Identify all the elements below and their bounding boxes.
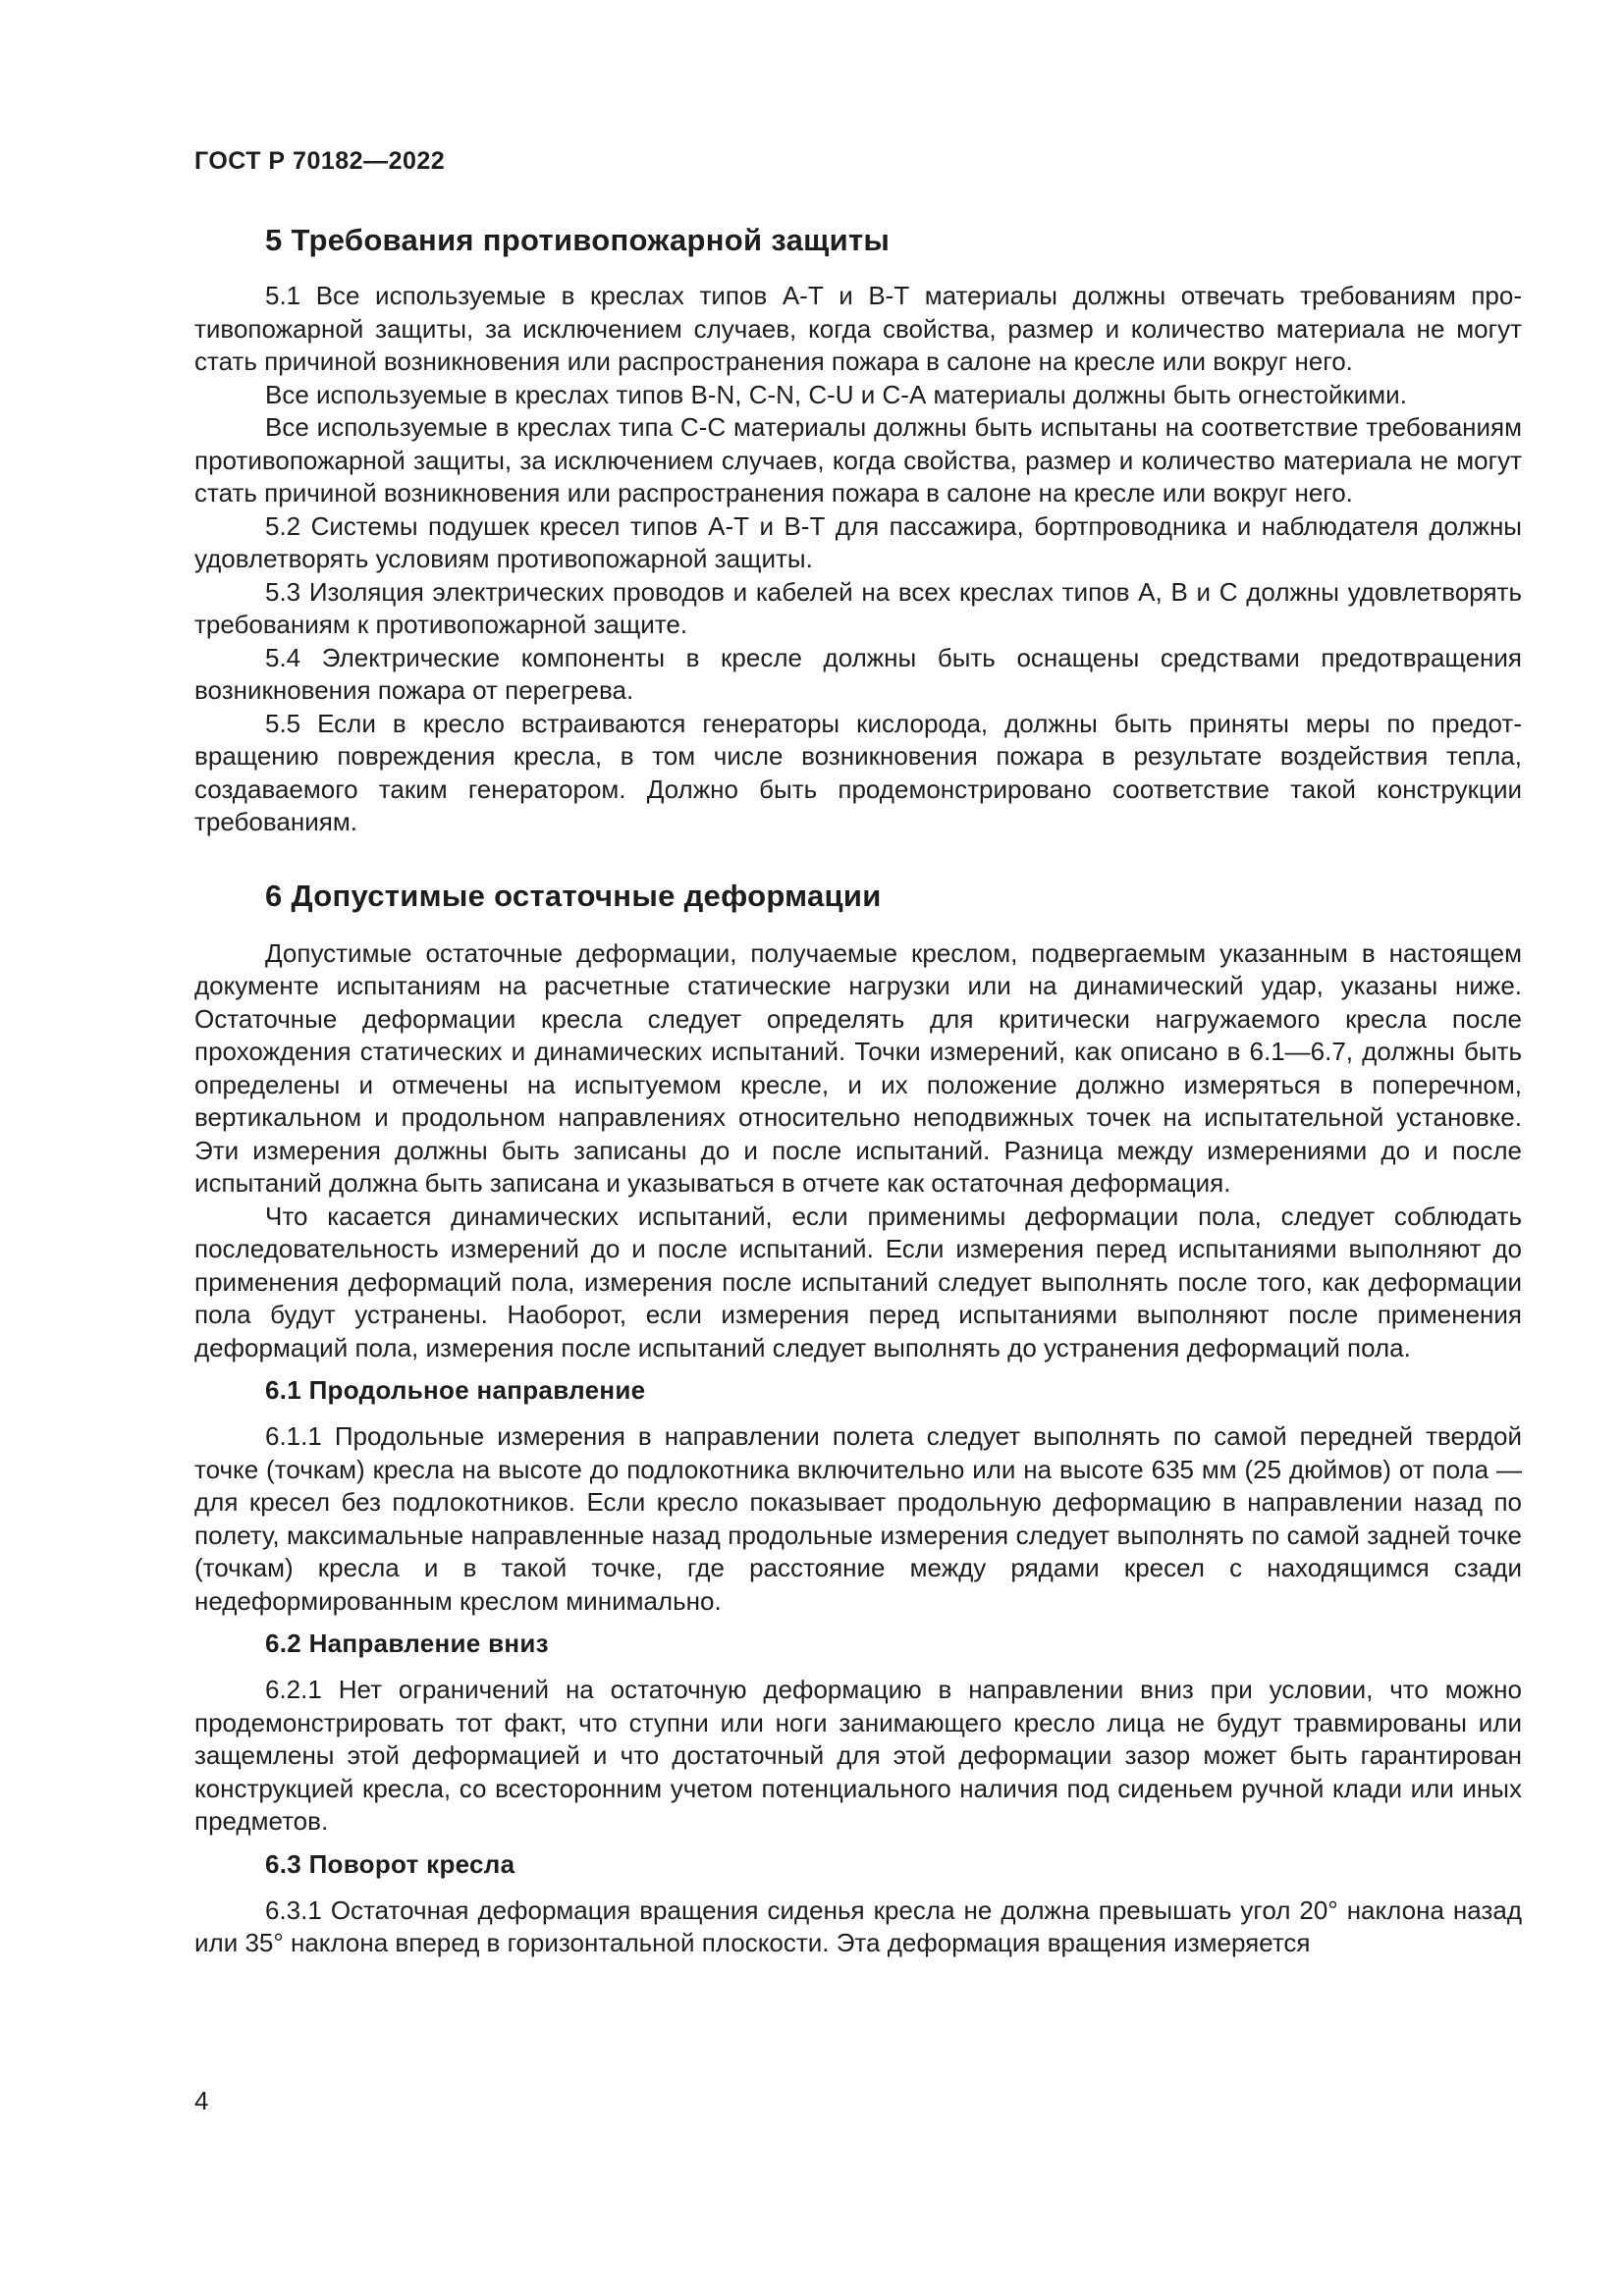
paragraph: 6.2.1 Нет ограничений на остаточную деформацию в направлении вниз при условии, что можно продемонстрировать тот факт, что ступни или ноги занимающего кресло лица не будут травмированы или защемлены этой деформацией и что достаточный для этой деформации зазор может быть гарантирован конструкцией кресла, со всесторонним учетом потенциального наличия под сиденьем ручной клади или иных предметов. [194,1675,1522,1836]
subsection-6-1-title: 6.1 Продольное направление [265,1375,646,1405]
subsection-6-3-title: 6.3 Поворот кресла [265,1848,515,1879]
paragraph: Допустимые остаточные деформации, получаемые креслом, подвергаемым указанным в настоящем документе испытаниям на расчетные статические нагрузки или на динамический удар, указаны ниже. Остаточные деформации кресла следует определять для критически нагружаемого кресла после прохождения статических и динамических испытаний. Точки измерений, как описано в 6.1—6.7, должны быть определены и отмечены на испытуемом кресле, и их положение должно измеряться в поперечном, вертикальном и продольном направлениях относительно неподвижных точек на испытательной установке. Эти измерения должны быть записаны до и после испытаний. Разница между измерениями до и после испытаний должна быть записана и указываться в отчете как остаточная деформация. [194,937,1522,1198]
paragraph: 6.1.1 Продольные измерения в направлении полета следует выполнять по самой передней твердой точке (точкам) кресла на высоте до подлокотника включительно или на высоте 635 мм (25 дюймов) от пола — для кресел без подлокотников. Если кресло показывает продольную деформацию в направлении назад по полету, максимальные направленные назад продольные измерения следует выполнять по самой задней точке (точкам) кресла и в такой точке, где расстояние между рядами кресел с находящимся сзади недеформированным креслом минимально. [194,1421,1522,1616]
document-body [194,221,1522,1960]
paragraph: Все используемые в креслах типа С-С материалы должны быть испытаны на соответствие требованиям противопожарной защиты, за исключением случаев, когда свойства, размер и количество материала не могут стать причиной возникновения или распространения пожара в салоне на кресле или вокруг него. [194,412,1522,507]
paragraph: 5.1 Все используемые в креслах типов А-Т и В-Т материалы должны отвечать требованиям противопожарной защиты, за исключением случаев, когда свойства, размер и количество материала не могут стать причиной возникновения или распространения пожара в салоне на кресле или вокруг него. [194,281,1522,376]
paragraph: 6.3.1 Остаточная деформация вращения сиденья кресла не должна превышать угол 20° наклона назад или 35° наклона вперед в горизонтальной плоскости. Эта деформация вращения измеряется [194,1895,1522,1957]
paragraph: 5.5 Если в кресло встраиваются генераторы кислорода, должны быть приняты меры по предотвращению повреждения кресла, в том числе возникновения пожара в результате воздействия тепла, создаваемого таким генератором. Должно быть продемонстрировано соответствие такой конструкции требованиям. [194,708,1522,836]
page-number: 4 [194,2086,209,2115]
document-code-header: ГОСТ Р 70182—2022 [194,147,446,175]
paragraph: 5.2 Системы подушек кресел типов А-Т и В-Т для пассажира, бортпроводника и наблюдателя должны удовлетворять условиям противопожарной защиты. [194,510,1522,573]
section-6-title: 6 Допустимые остаточные деформации [265,878,882,913]
section-5-title: 5 Требования противопожарной защиты [265,223,891,257]
paragraph: Что касается динамических испытаний, если применимы деформации пола, следует соблюдать последовательность измерений до и после испытаний. Если измерения перед испытаниями выполняют до применения деформаций пола, измерения после испытаний следует выполнять после того, как деформации пола будут устранены. Наоборот, если измерения перед испытаниями выполняют после применения деформаций пола, измерения после испытаний следует выполнять до устранения деформаций пола. [194,1201,1522,1362]
paragraph: 5.3 Изоляция электрических проводов и кабелей на всех креслах типов А, В и С должны удовлетворять требованиям к противопожарной защите. [194,576,1522,639]
subsection-6-2-title: 6.2 Направление вниз [265,1629,549,1658]
paragraph: Все используемые в креслах типов В-N, С-N, С-U и С-А материалы должны быть огнестойкими. [265,379,1407,409]
paragraph: 5.4 Электрические компоненты в кресле должны быть оснащены средствами предотвращения возникновения пожара от перегрева. [194,642,1522,705]
